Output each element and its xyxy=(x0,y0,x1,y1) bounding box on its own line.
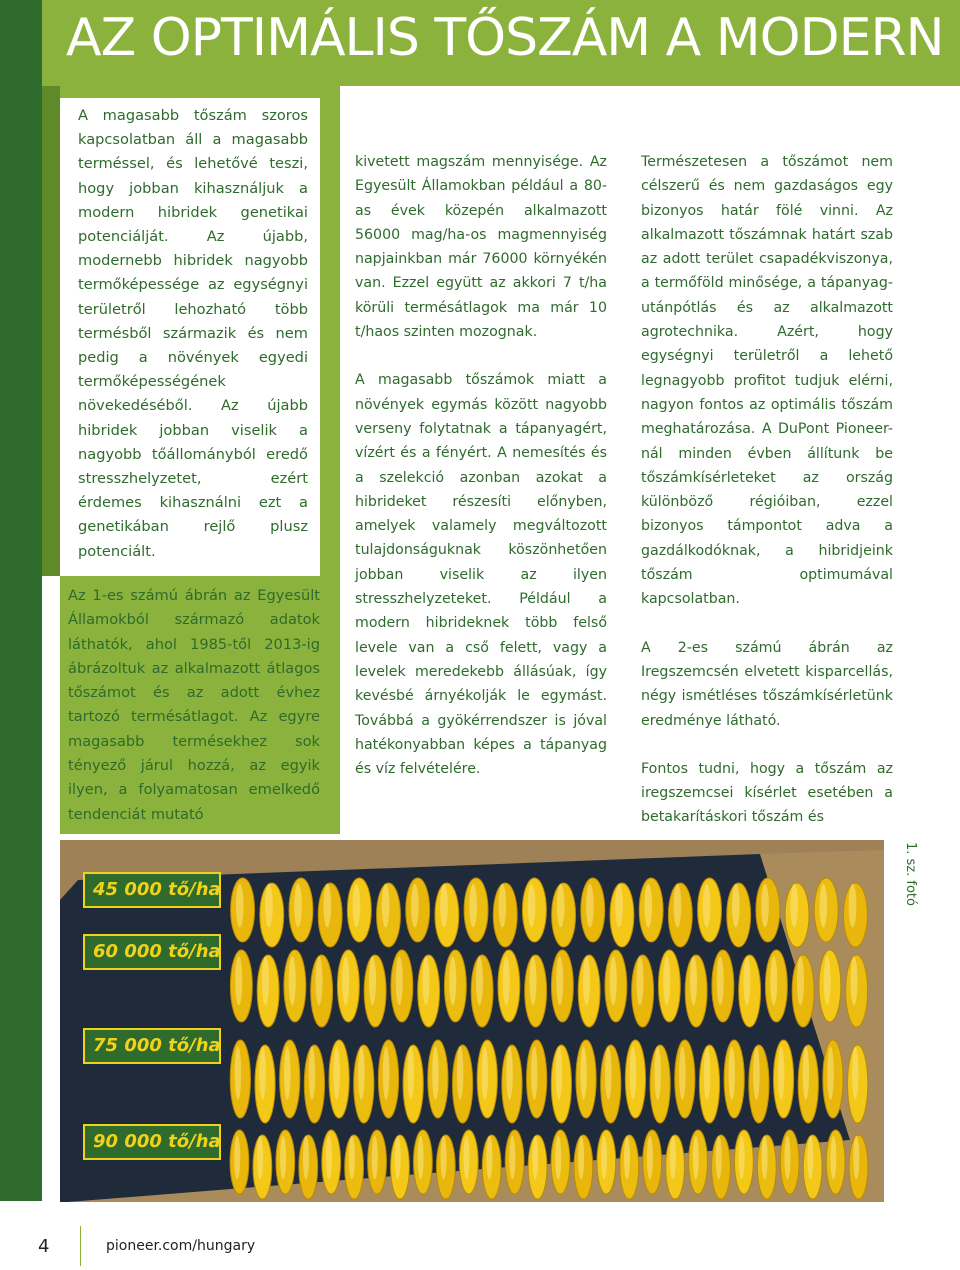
corn-cob-highlight xyxy=(853,1136,859,1180)
corn-cob-highlight xyxy=(704,1047,710,1100)
corn-cob-highlight xyxy=(506,1047,512,1100)
corn-cob-highlight xyxy=(372,1136,378,1180)
corn-cob-highlight xyxy=(326,1136,332,1180)
corn-cob-highlight xyxy=(441,1136,447,1180)
corn-cob-highlight xyxy=(762,1136,768,1180)
corn-cob-highlight xyxy=(294,884,302,928)
corn-cob-highlight xyxy=(482,1047,488,1100)
corn-cob-highlight xyxy=(449,956,456,1005)
callout-text: A magasabb tőszám szoros kapcsolatban áll a magasabb terméssel, és lehetővé teszi, hogy jobban kihasználjuk a modern hibridek genetikai potenciálját. Az újabb, modernebb hibridek nagyobb termőképessége az egységnyi területről lehozható több termésből származik és nem pedig a növények egyedi termőképességének növekedéséből. Az újabb hibridek jobban viselik a nagyobb tőállományból eredő stresszhelyzetet, ezért érdemes kihasználni ezt a genetikában rejlő plusz potenciált. xyxy=(78,107,308,560)
corn-cob-highlight xyxy=(369,956,376,1005)
corn-cob-highlight xyxy=(469,884,477,928)
corn-cob-highlight xyxy=(807,1136,813,1180)
corn-cob-highlight xyxy=(358,1047,364,1100)
corn-cob-highlight xyxy=(636,956,643,1005)
corn-cob-highlight xyxy=(323,884,331,928)
corn-cob-highlight xyxy=(259,1047,265,1100)
corn-cob-highlight xyxy=(382,884,390,928)
row-label-75000: 75 000 tő/ha xyxy=(83,1028,221,1064)
corn-cob-highlight xyxy=(395,1136,401,1180)
corn-cob-highlight xyxy=(824,956,831,1005)
corn-cob-highlight xyxy=(236,884,244,928)
corn-cob-highlight xyxy=(644,884,652,928)
corn-cob-highlight xyxy=(257,1136,263,1180)
corn-cob-highlight xyxy=(411,884,419,928)
corn-cob-highlight xyxy=(615,884,623,928)
corn-cob-highlight xyxy=(784,1136,790,1180)
corn-cob-highlight xyxy=(235,956,242,1005)
column2-paragraph-1: kivetett magszám mennyisége. Az Egyesült Államokban például a 80-as évek közepén alkalmazott 56000 mag/ha-os magmennyiség napjainkban már 76000 környékén van. Ezzel együtt az akkori 7 t/ha körüli termésátlagok ma már 10 t/haos szinten mozognak. xyxy=(355,154,607,341)
corn-cob-highlight xyxy=(670,1136,676,1180)
corn-cob-highlight xyxy=(396,956,403,1005)
photo-caption: 1. sz. fotó xyxy=(903,842,918,906)
text-column-1 xyxy=(68,584,320,851)
corn-cob-highlight xyxy=(601,1136,607,1180)
corn-cob-highlight xyxy=(647,1136,653,1180)
corn-cob-highlight xyxy=(309,1047,315,1100)
text-column-2 xyxy=(355,150,607,805)
corn-cob-highlight xyxy=(556,956,563,1005)
callout-box xyxy=(60,98,320,576)
corn-cob-highlight xyxy=(280,1136,286,1180)
corn-cob-highlight xyxy=(262,956,269,1005)
column3-paragraph-3: Fontos tudni, hogy a tőszám az iregszemcsei kísérlet esetében a betakarításkori tőszám és xyxy=(641,760,893,826)
column3-paragraph-1: Természetesen a tőszámot nem célszerű és nem gazdaságos egy bizonyos határ fölé vinni. Az alkalmazott tőszámnak határt szab az adott terület csapadékviszonya, a termőföld minősége, a tápanyag-utánpótlás és az alkalmazott agrotechnika. Azért, hogy egységnyi területről a lehető legnagyobb profitot tudjuk elérni, nagyon fontos az optimális tőszám meghatározása. A DuPont Pioneer-nál minden évben állítunk be tőszámkísérleteket az ország különböző régióiban, ezzel bizonyos támpontot adva a gazdálkodóknak, a hibridjeink tőszám optimumával kapcsolatban. xyxy=(641,154,893,608)
corn-cob-highlight xyxy=(663,956,670,1005)
corn-cob-highlight xyxy=(852,1047,858,1100)
text-column-3 xyxy=(641,150,893,854)
corn-cob-highlight xyxy=(529,956,536,1005)
corn-cob-highlight xyxy=(463,1136,469,1180)
column3-paragraph-2: A 2-es számú ábrán az Iregszemcsén elvetett kisparcellás, négy ismétléses tőszámkísérletünk eredménye látható. xyxy=(641,639,893,729)
corn-cob-highlight xyxy=(289,956,296,1005)
corn-cob-highlight xyxy=(284,1047,290,1100)
corn-cob-highlight xyxy=(850,956,857,1005)
corn-cob-highlight xyxy=(586,884,594,928)
corn-cob-highlight xyxy=(624,1136,630,1180)
corn-cob-highlight xyxy=(679,1047,685,1100)
corn-cob-highlight xyxy=(528,884,536,928)
corn-cob-highlight xyxy=(630,1047,636,1100)
corn-cob-highlight xyxy=(457,1047,463,1100)
corn-cob-highlight xyxy=(383,1047,389,1100)
corn-cob-highlight xyxy=(315,956,322,1005)
corn-cob-highlight xyxy=(342,956,349,1005)
corn-cob-highlight xyxy=(654,1047,660,1100)
page-number: 4 xyxy=(38,1236,50,1257)
corn-cob-highlight xyxy=(353,884,361,928)
page-header xyxy=(0,0,960,86)
left-dark-stripe xyxy=(0,86,42,1201)
corn-cob-highlight xyxy=(761,884,769,928)
row-label-45000: 45 000 tő/ha xyxy=(83,872,221,908)
corn-cob-highlight xyxy=(408,1047,414,1100)
corn-cob-highlight xyxy=(732,884,740,928)
corn-cob-highlight xyxy=(820,884,828,928)
corn-cob-highlight xyxy=(531,1047,537,1100)
header-dark-strip xyxy=(0,0,42,86)
corn-cob-highlight xyxy=(729,1047,735,1100)
corn-cob-highlight xyxy=(790,884,798,928)
corn-cob-highlight xyxy=(503,956,510,1005)
corn-cob-highlight xyxy=(770,956,777,1005)
corn-cob-highlight xyxy=(333,1047,339,1100)
corn-cob-highlight xyxy=(703,884,711,928)
corn-cob-highlight xyxy=(827,1047,833,1100)
corn-cob-highlight xyxy=(690,956,697,1005)
corn-cob-highlight xyxy=(234,1136,240,1180)
corn-cob-highlight xyxy=(583,956,590,1005)
corn-cob-highlight xyxy=(440,884,448,928)
corn-cob-highlight xyxy=(797,956,804,1005)
corn-cob-highlight xyxy=(578,1136,584,1180)
left-olive-stripe xyxy=(42,86,60,576)
row-label-60000: 60 000 tő/ha xyxy=(83,934,221,970)
corn-cob-highlight xyxy=(532,1136,538,1180)
corn-cob-highlight xyxy=(432,1047,438,1100)
corn-cob-highlight xyxy=(476,956,483,1005)
page-title: AZ OPTIMÁLIS TŐSZÁM A MODERN xyxy=(66,8,944,68)
corn-cob-highlight xyxy=(717,956,724,1005)
footer-divider xyxy=(80,1226,81,1266)
corn-cob-highlight xyxy=(716,1136,722,1180)
corn-cob-highlight xyxy=(778,1047,784,1100)
corn-cob-highlight xyxy=(509,1136,515,1180)
column1-paragraph-1: Az 1-es számú ábrán az Egyesült Államokból származó adatok láthatók, ahol 1985-től 2013-ig ábrázoltuk az alkalmazott átlagos tőszámot és az adott évhez tartozó termésátlagot. Az egyre magasabb termésekhez sok tényező járul hozzá, az egyik ilyen, a folyamatosan emelkedő tendenciát mutató xyxy=(68,587,320,823)
corn-cob-highlight xyxy=(605,1047,611,1100)
corn-cob-highlight xyxy=(418,1136,424,1180)
corn-cob-highlight xyxy=(743,956,750,1005)
column2-paragraph-2: A magasabb tőszámok miatt a növények egymás között nagyobb verseny folytatnak a tápanyagért, vízért és a fényért. A nemesítés és a szelekció azonban azokat a hibrideket részesíti előnyben, amelyek valamely megváltozott tulajdonságuknak köszönhetően jobban viselik az ilyen stresszhelyzeteket. Például a modern hibrideknek több felső levele van a cső felett, vagy a levelek meredekebb állásúak, így kevésbé árnyékolják le egymást. Továbbá a gyökérrendszer is jóval hatékonyabban képes a tápanyag és víz felvételére. xyxy=(355,372,607,778)
footer-url: pioneer.com/hungary xyxy=(106,1238,256,1254)
corn-cob-highlight xyxy=(349,1136,355,1180)
corn-cob-highlight xyxy=(693,1136,699,1180)
corn-cob-highlight xyxy=(303,1136,309,1180)
corn-cob-highlight xyxy=(830,1136,836,1180)
corn-cob-highlight xyxy=(557,884,565,928)
corn-cob-highlight xyxy=(486,1136,492,1180)
corn-cob-highlight xyxy=(739,1136,745,1180)
corn-cob-highlight xyxy=(556,1047,562,1100)
corn-cob-highlight xyxy=(265,884,273,928)
corn-cob-highlight xyxy=(849,884,857,928)
corn-cob-highlight xyxy=(674,884,682,928)
row-label-90000: 90 000 tő/ha xyxy=(83,1124,221,1160)
corn-cob-highlight xyxy=(555,1136,561,1180)
corn-cob-highlight xyxy=(753,1047,759,1100)
corn-cob-highlight xyxy=(235,1047,241,1100)
corn-cob-highlight xyxy=(580,1047,586,1100)
corn-cob-highlight xyxy=(422,956,429,1005)
corn-cob-highlight xyxy=(803,1047,809,1100)
corn-cob-highlight xyxy=(610,956,617,1005)
corn-cob-highlight xyxy=(499,884,507,928)
